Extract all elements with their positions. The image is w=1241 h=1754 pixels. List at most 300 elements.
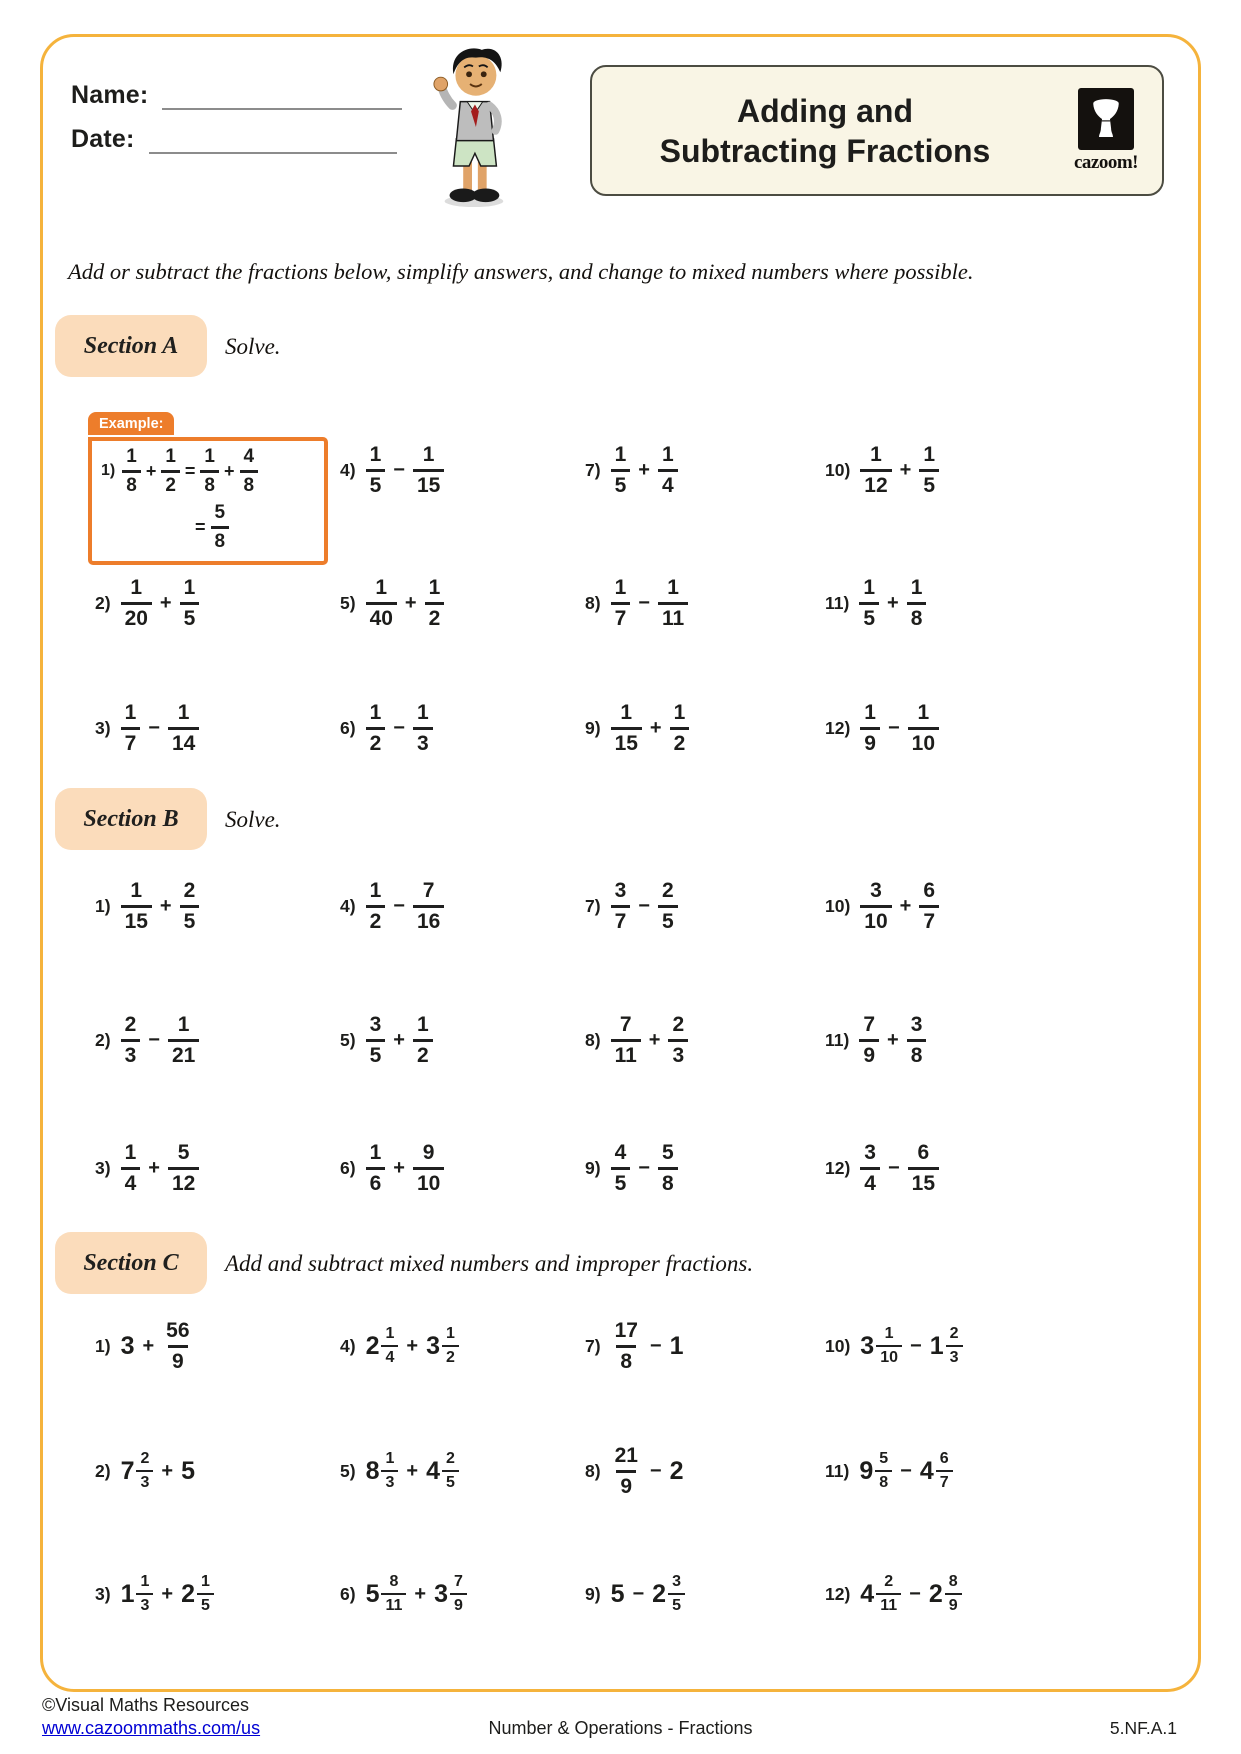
fraction [658,444,678,496]
problem-number: 3) [95,1157,111,1178]
problem-a-4 [340,442,444,498]
operator: + [404,591,417,614]
problem-a-2 [95,575,199,631]
denominator: 2 [366,905,386,933]
whole-part: 8 [365,1456,380,1485]
numerator: 7 [453,1573,463,1590]
fraction [611,880,631,932]
student-illustration [421,43,523,209]
numerator: 5 [661,1141,674,1164]
numerator: 1 [673,701,686,724]
date-label: Date: [71,125,135,153]
fraction [946,1326,963,1366]
numerator: 5 [177,1141,190,1164]
date-field-row [71,125,397,154]
whole-part: 2 [365,1331,380,1360]
fraction [450,1574,467,1614]
mixed-number [121,1574,154,1614]
denominator: 4 [121,1167,141,1195]
problem-c-6 [340,1566,467,1622]
numerator: 1 [863,576,876,599]
operator: − [649,1334,662,1357]
numerator: 5 [214,502,226,523]
name-field-row [71,81,402,110]
denominator: 10 [908,727,939,755]
fraction [668,1574,685,1614]
mixed-number [181,1574,214,1614]
numerator: 2 [884,1573,894,1590]
problem-b-12 [825,1140,939,1196]
problem-number: 1) [95,1335,111,1356]
problem-number: 7) [585,459,601,480]
whole-part: 2 [181,1579,195,1608]
fraction [121,702,141,754]
numerator: 1 [369,1141,382,1164]
numerator: 6 [939,1450,949,1467]
denominator: 3 [668,1039,688,1067]
numerator: 1 [385,1450,395,1467]
problem-a-5 [340,575,444,631]
denominator: 4 [381,1345,398,1366]
denominator: 9 [860,727,880,755]
denominator: 10 [876,1345,902,1366]
denominator: 7 [611,602,631,630]
numerator: 3 [870,879,882,902]
operator: + [148,1156,160,1179]
operator: + [393,1028,405,1051]
problem-number: 4) [340,459,356,480]
worksheet-instruction: Add or subtract the fractions below, simplify answers, and change to mixed numbers where possible. [68,259,974,284]
operator: − [393,894,405,917]
fraction [413,1142,444,1194]
problem-number: 2) [95,592,111,613]
denominator: 11 [611,1039,641,1067]
denominator: 2 [366,727,386,755]
fraction [381,1574,406,1614]
problem-a-7 [585,442,678,498]
footer-topic: Number & Operations - Fractions [488,1718,753,1738]
numerator: 21 [614,1444,638,1467]
whole-part: 2 [652,1579,667,1608]
section-b-instruction: Solve. [225,807,281,832]
denominator: 9 [945,1593,962,1614]
operator: − [638,894,650,917]
numerator: 2 [661,879,674,902]
problem-number: 12) [825,1157,851,1178]
fraction [876,1326,902,1366]
fraction [413,1014,433,1066]
denominator: 20 [121,602,152,630]
operator: + [899,894,912,917]
fraction [945,1574,962,1614]
example-tab: Example: [88,412,174,435]
fraction [670,702,690,754]
problem-number: 5) [340,592,356,613]
section-a-badge: Section A [55,315,207,377]
whole-number: 5 [181,1456,195,1485]
denominator: 5 [658,905,678,933]
numerator: 4 [243,446,255,467]
problem-number: 10) [825,1335,851,1356]
operator: + [161,1459,174,1482]
numerator: 1 [130,879,143,902]
fraction [121,1142,141,1194]
section-a-instruction: Solve. [225,334,281,359]
fraction [908,1142,939,1194]
fraction [611,1445,642,1497]
denominator: 16 [413,905,444,933]
operator: − [638,591,650,614]
whole-part: 9 [859,1456,874,1485]
mixed-number [426,1326,459,1366]
mixed-number [930,1326,963,1366]
fraction [136,1451,153,1491]
problem-number: 3) [95,1583,111,1604]
problem-number: 6) [340,1157,356,1178]
operator: + [649,716,662,739]
denominator: 5 [180,905,200,933]
problem-number: 8) [585,1029,601,1050]
whole-part: 7 [120,1456,135,1485]
denominator: 5 [919,469,939,497]
denominator: 15 [413,469,444,497]
problem-number: 12) [825,1583,851,1604]
fraction [161,447,180,495]
denominator: 8 [907,602,927,630]
problem-c-1 [95,1318,194,1374]
section-c-badge: Section C [55,1232,207,1294]
denominator: 15 [611,727,642,755]
fraction [366,1014,386,1066]
fraction [668,1014,688,1066]
numerator: 1 [385,1325,395,1342]
numerator: 1 [124,1141,137,1164]
cazoom-website-link[interactable]: www.cazoommaths.com/us [42,1718,261,1739]
numerator: 1 [620,701,633,724]
denominator: 11 [658,602,688,630]
numerator: 1 [923,443,936,466]
whole-part: 5 [365,1579,380,1608]
problem-number: 4) [340,1335,356,1356]
whole-part: 3 [426,1331,440,1360]
whole-part: 4 [426,1456,440,1485]
problem-number: 7) [585,895,601,916]
fraction [122,447,141,495]
numerator: 1 [183,576,196,599]
denominator: 15 [121,905,152,933]
numerator: 1 [369,879,382,902]
problem-b-5 [340,1012,433,1068]
numerator: 1 [614,443,627,466]
numerator: 1 [428,576,441,599]
fraction [366,1142,386,1194]
problem-b-9 [585,1140,678,1196]
problem-c-12 [825,1566,962,1622]
whole-part: 3 [434,1579,448,1608]
whole-part: 4 [860,1579,875,1608]
numerator: 1 [864,701,876,724]
fraction [876,1574,901,1614]
numerator: 56 [166,1319,190,1342]
name-input-line[interactable] [162,82,402,110]
problem-number: 9) [585,1157,601,1178]
mixed-number [860,1574,901,1614]
operator: − [649,1459,662,1482]
problem-c-9 [585,1566,685,1622]
fraction [136,1574,153,1614]
fraction [611,1320,642,1372]
numerator: 4 [614,1141,627,1164]
denominator: 2 [413,1039,433,1067]
fraction [859,577,879,629]
section-c-instruction: Add and subtract mixed numbers and improper fractions. [225,1251,754,1276]
denominator: 7 [121,727,141,755]
numerator: 1 [369,701,382,724]
drum-icon [1078,88,1134,150]
problem-b-3 [95,1140,199,1196]
problem-number: 1) [101,462,116,479]
denominator: 3 [413,727,433,755]
problem-number: 12) [825,717,851,738]
whole-number: 2 [669,1456,684,1485]
numerator: 8 [948,1573,958,1590]
denominator: 2 [442,1345,459,1366]
title-box [590,65,1164,196]
fraction [875,1451,892,1491]
numerator: 1 [126,446,137,467]
numerator: 1 [667,576,679,599]
numerator: 2 [672,1013,685,1036]
whole-number: 3 [120,1331,135,1360]
mixed-number [366,1326,399,1366]
mixed-number [121,1451,154,1491]
numerator: 17 [614,1319,638,1342]
numerator: 1 [416,1013,429,1036]
whole-part: 4 [919,1456,934,1485]
numerator: 2 [140,1450,150,1467]
fraction [200,447,219,495]
problem-number: 7) [585,1335,601,1356]
operator: − [887,716,900,739]
problem-a-9 [585,700,689,756]
operator: + [638,458,650,481]
denominator: 9 [616,1470,636,1498]
operator: + [145,460,157,481]
problem-number: 4) [340,895,356,916]
problem-number: 5) [340,1029,356,1050]
example-box [88,437,328,565]
denominator: 2 [425,602,445,630]
numerator: 1 [884,1325,894,1342]
denominator: 8 [240,470,259,496]
problem-number: 10) [825,459,851,480]
whole-part: 2 [928,1579,943,1608]
operator: = [184,460,196,481]
fraction [162,1320,193,1372]
whole-part: 1 [120,1579,135,1608]
numerator: 1 [130,576,143,599]
mixed-number [929,1574,962,1614]
mixed-number [920,1451,953,1491]
denominator: 9 [450,1593,467,1614]
student-boy-drawing [421,43,523,209]
fraction [859,1014,879,1066]
numerator: 2 [183,879,196,902]
fraction [860,1142,880,1194]
denominator: 8 [616,1345,636,1373]
date-input-line[interactable] [149,126,397,154]
numerator: 1 [369,443,382,466]
denominator: 5 [197,1593,214,1614]
operator: − [632,1582,645,1605]
fraction [240,447,259,495]
operator: − [638,1156,650,1179]
numerator: 1 [422,443,435,466]
mixed-number [426,1451,459,1491]
fraction [381,1451,398,1491]
fraction [658,577,688,629]
numerator: 1 [661,443,674,466]
mixed-number [860,1326,902,1366]
problem-b-4 [340,878,444,934]
fraction [413,702,433,754]
problem-number: 9) [585,1583,601,1604]
numerator: 7 [863,1013,876,1036]
example-line-1 [101,447,258,495]
denominator: 10 [413,1167,444,1195]
denominator: 7 [611,905,631,933]
numerator: 1 [614,576,627,599]
operator: + [159,894,172,917]
operator: + [142,1334,155,1357]
example-line-2 [190,503,229,551]
problem-number: 10) [825,895,851,916]
numerator: 1 [124,701,137,724]
fraction [860,702,880,754]
problem-number: 11) [825,1029,850,1050]
fraction [211,503,230,551]
denominator: 2 [161,470,180,496]
operator: = [195,516,206,537]
denominator: 11 [381,1593,406,1614]
fraction [907,1014,927,1066]
problem-b-6 [340,1140,444,1196]
numerator: 3 [614,879,627,902]
problem-b-2 [95,1012,199,1068]
problem-b-11 [825,1012,926,1068]
numerator: 2 [445,1450,455,1467]
fraction [907,577,927,629]
denominator: 8 [875,1470,892,1491]
whole-number: 1 [669,1331,684,1360]
denominator: 6 [366,1167,386,1195]
operator: − [910,1334,922,1357]
problem-c-7 [585,1318,684,1374]
denominator: 8 [200,470,219,496]
problem-number: 6) [340,717,356,738]
problem-c-5 [340,1443,459,1499]
mixed-number [366,1574,407,1614]
numerator: 1 [177,1013,190,1036]
operator: − [393,716,405,739]
denominator: 21 [168,1039,199,1067]
cazoom-logo [1058,88,1162,174]
problem-a-6 [340,700,433,756]
problem-number: 8) [585,592,601,613]
problem-number: 11) [825,1460,850,1481]
denominator: 40 [366,602,397,630]
denominator: 5 [366,1039,386,1067]
operator: − [148,1028,160,1051]
denominator: 5 [611,469,631,497]
fraction [413,880,444,932]
whole-part: 1 [929,1331,944,1360]
operator: + [648,1028,661,1051]
numerator: 5 [879,1450,889,1467]
fraction [121,880,152,932]
fraction [860,444,891,496]
problem-number: 8) [585,1460,601,1481]
denominator: 9 [859,1039,879,1067]
denominator: 5 [611,1167,631,1195]
numerator: 6 [917,1141,930,1164]
problem-number: 9) [585,717,601,738]
operator: + [887,1028,899,1051]
mixed-number [366,1451,399,1491]
mixed-number [859,1451,892,1491]
numerator: 7 [422,879,435,902]
denominator: 8 [658,1167,678,1195]
denominator: 5 [668,1593,685,1614]
denominator: 5 [180,602,200,630]
fraction [425,577,445,629]
denominator: 5 [859,602,879,630]
problem-a-3 [95,700,199,756]
numerator: 3 [672,1573,681,1590]
worksheet-frame [40,34,1201,1692]
fraction [366,880,386,932]
numerator: 1 [375,576,388,599]
problem-a-10 [825,442,939,498]
fraction [197,1574,214,1614]
operator: + [887,591,899,614]
fraction [121,1014,141,1066]
denominator: 3 [946,1345,963,1366]
operator: + [224,460,235,481]
denominator: 12 [860,469,891,497]
numerator: 6 [923,879,936,902]
problem-number: 3) [95,717,111,738]
problem-c-3 [95,1566,214,1622]
operator: − [900,1459,912,1482]
fraction [366,444,386,496]
problem-c-11 [825,1443,953,1499]
denominator: 15 [908,1167,939,1195]
numerator: 1 [165,446,176,467]
numerator: 1 [177,701,190,724]
denominator: 5 [366,469,386,497]
fraction [442,1326,459,1366]
problem-number: 2) [95,1460,111,1481]
operator: + [393,1156,405,1179]
fraction [168,1142,199,1194]
denominator: 8 [907,1039,927,1067]
problem-c-8 [585,1443,684,1499]
numerator: 1 [416,701,429,724]
denominator: 12 [168,1167,199,1195]
denominator: 11 [876,1593,901,1614]
fraction [611,1142,631,1194]
